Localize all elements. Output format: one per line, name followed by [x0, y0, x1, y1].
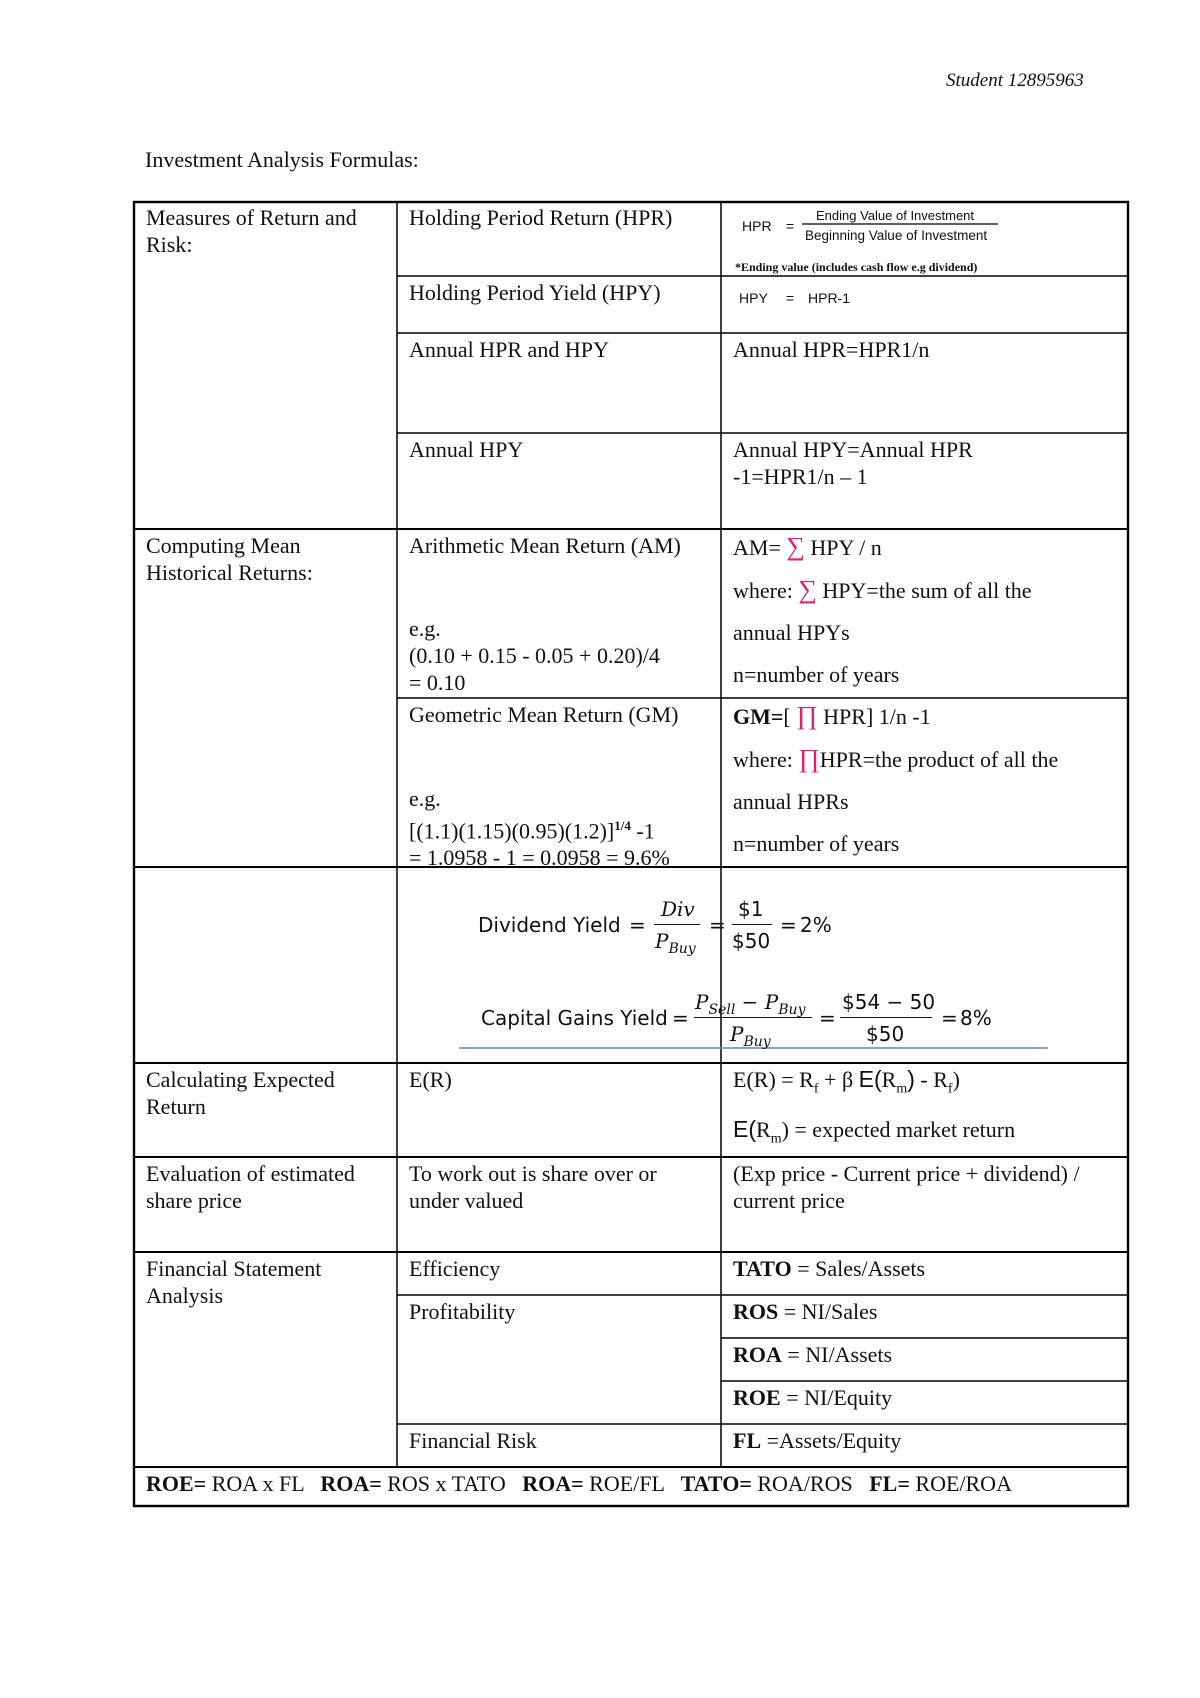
capm-beta: + β — [818, 1067, 859, 1092]
dividend-yield-label: Dividend Yield — [478, 913, 621, 937]
dividend-frac2-denominator: $50 — [732, 929, 771, 953]
capm-formula — [733, 1066, 1123, 1153]
gm-formula-body: HPR] 1/n -1 — [823, 704, 931, 729]
fraction-bar — [840, 1017, 932, 1018]
rm-subscript: m — [770, 1131, 782, 1147]
document-title: Investment Analysis Formulas: — [145, 147, 419, 172]
rf-subscript: f — [947, 1081, 953, 1097]
am-where: where: — [733, 578, 793, 603]
roa-rest: = NI/Assets — [781, 1342, 893, 1367]
summary-value: ROE/FL — [583, 1471, 665, 1496]
p-subscript: Sell — [708, 1002, 736, 1018]
expected-return-label: E(R) — [409, 1067, 452, 1092]
capm-minus-rf: - R — [914, 1067, 948, 1092]
roe-key: ROE — [733, 1385, 781, 1410]
gm-formula-line2 — [733, 738, 1123, 781]
tato-formula — [733, 1255, 1123, 1282]
gm-formula-prefix: GM= — [733, 704, 784, 729]
roa-key: ROA — [733, 1342, 782, 1367]
summary-key: ROE= — [146, 1471, 207, 1496]
gm-where: where: — [733, 747, 793, 772]
tato-key: TATO — [733, 1256, 792, 1281]
section-heading-share-price: Evaluation of estimated share price — [146, 1161, 355, 1213]
dividend-frac-numerator: Div — [661, 897, 695, 921]
capm-lhs: E(R) = R — [733, 1067, 814, 1092]
tato-rest: = Sales/Assets — [791, 1256, 926, 1281]
pi-icon: ∏ — [798, 744, 820, 773]
p-symbol: P — [730, 1022, 744, 1046]
sigma-icon: ∑ — [798, 575, 817, 604]
fraction-bar — [694, 1017, 812, 1018]
equals-symbol: = — [941, 1006, 958, 1030]
capital-gains-denominator — [730, 1022, 771, 1050]
fraction-bar — [732, 924, 772, 925]
roa-formula — [733, 1341, 1123, 1368]
profitability-label: Profitability — [409, 1299, 516, 1324]
section-heading-returns-risk: Measures of Return and Risk: — [146, 205, 357, 257]
summary-value: ROA x FL — [206, 1471, 304, 1496]
gm-formula-bracket: [ — [783, 704, 791, 729]
hpr-label: Holding Period Return (HPR) — [409, 205, 673, 230]
ros-key: ROS — [733, 1299, 779, 1324]
summary-key: ROA= — [320, 1471, 382, 1496]
market-e-open: E( — [733, 1116, 756, 1143]
summary-key: ROA= — [522, 1471, 584, 1496]
hpr-equals: = — [786, 218, 795, 234]
gm-formula-line3: annual HPRs — [733, 789, 849, 814]
fraction-bar — [654, 924, 700, 925]
hpr-note: *Ending value (includes cash flow e.g dividend) — [735, 260, 978, 274]
annual-hpr-hpy-label: Annual HPR and HPY — [409, 337, 609, 362]
gm-example-tail: -1 — [636, 818, 655, 844]
gm-example-line2: = 1.0958 - 1 = 0.0958 = 9.6% — [409, 845, 670, 871]
summary-value: ROA/ROS — [751, 1471, 853, 1496]
annual-hpr-formula: Annual HPR=HPR1/n — [733, 337, 930, 362]
gm-example — [409, 785, 714, 871]
equals-symbol: = — [709, 913, 726, 937]
pi-icon: ∏ — [796, 701, 818, 730]
efficiency-label: Efficiency — [409, 1256, 501, 1281]
capital-gains-numerator — [695, 990, 805, 1018]
equals-symbol: = — [672, 1006, 689, 1030]
equals-symbol: = — [780, 913, 797, 937]
section-heading-mean-returns: Computing Mean Historical Returns: — [146, 533, 313, 585]
gm-where-body: HPR=the product of all the — [819, 747, 1059, 772]
dividend-frac-denominator — [655, 929, 696, 957]
hpr-denominator: Beginning Value of Investment — [805, 228, 988, 243]
gm-example-line1 — [409, 812, 714, 844]
fl-rest: =Assets/Equity — [761, 1428, 902, 1453]
summary-key: TATO= — [680, 1471, 752, 1496]
financial-risk-label: Financial Risk — [409, 1428, 537, 1453]
gm-example-product: [(1.1)(1.15)(0.95)(1.2)] — [409, 818, 615, 844]
roe-formula — [733, 1384, 1123, 1411]
am-formula-body: HPY / n — [810, 535, 882, 560]
p-subscript: Buy — [778, 1002, 806, 1018]
am-example-label: e.g. — [409, 616, 441, 641]
gm-label: Geometric Mean Return (GM) — [409, 702, 679, 727]
annual-hpy-formula-line1: Annual HPY=Annual HPR — [733, 437, 973, 462]
capm-e-close: ) — [907, 1066, 915, 1092]
summary-value: ROS x TATO — [381, 1471, 506, 1496]
am-formula-prefix: AM= — [733, 535, 781, 560]
section-heading-fsa: Financial Statement Analysis — [146, 1256, 322, 1308]
ros-formula — [733, 1298, 1123, 1325]
fl-formula — [733, 1427, 1123, 1454]
ros-rest: = NI/Sales — [778, 1299, 878, 1324]
student-id: Student 12895963 — [946, 70, 1084, 91]
annual-hpy-label: Annual HPY — [409, 437, 524, 462]
gm-example-exponent: 1/4 — [614, 818, 631, 833]
capital-gains-frac2-numerator: $54 − 50 — [842, 990, 936, 1014]
capm-rm: R — [881, 1067, 897, 1092]
equals-symbol: = — [629, 913, 646, 937]
share-price-formula: (Exp price - Current price + dividend) / current price — [733, 1161, 1080, 1213]
capm-end: ) — [952, 1067, 960, 1092]
p-symbol: P — [655, 929, 669, 953]
p-subscript: Buy — [668, 941, 696, 957]
fl-key: FL — [733, 1428, 762, 1453]
sigma-icon: ∑ — [786, 532, 805, 561]
capm-e-open: E( — [858, 1066, 882, 1092]
gm-formula-line1 — [733, 695, 1123, 738]
p-symbol: P — [695, 990, 709, 1014]
am-where-body: HPY=the sum of all the — [822, 578, 1032, 603]
capital-gains-result: 8% — [960, 1006, 992, 1030]
am-example-line2: = 0.10 — [409, 670, 466, 695]
am-example-line1: (0.10 + 0.15 - 0.05 + 0.20)/4 — [409, 643, 660, 668]
am-formula — [733, 526, 1123, 696]
hpy-rhs: HPR-1 — [808, 290, 851, 306]
capm-formula-line1 — [733, 1066, 1123, 1102]
am-formula-line4: n=number of years — [733, 662, 900, 687]
summary-key: FL= — [869, 1471, 910, 1496]
am-formula-line3: annual HPYs — [733, 620, 850, 645]
p-subscript: Buy — [743, 1034, 771, 1050]
capital-gains-label: Capital Gains Yield — [481, 1006, 668, 1030]
hpr-lhs: HPR — [742, 218, 772, 234]
share-price-label: To work out is share over or under valued — [409, 1161, 657, 1213]
hpy-lhs: HPY — [739, 290, 768, 306]
minus-symbol: − — [741, 990, 759, 1014]
section-heading-expected-return: Calculating Expected Return — [146, 1067, 335, 1119]
am-formula-line2 — [733, 569, 1123, 612]
summary-value: ROE/ROA — [909, 1471, 1012, 1496]
capm-formula-line2 — [733, 1116, 1123, 1152]
am-label: Arithmetic Mean Return (AM) — [409, 533, 681, 558]
p-symbol: P — [764, 990, 779, 1014]
roe-rest: = NI/Equity — [780, 1385, 893, 1410]
rf-subscript: f — [813, 1081, 819, 1097]
capital-gains-frac2-denominator: $50 — [866, 1022, 905, 1046]
market-rm: R — [756, 1117, 771, 1143]
dividend-frac2-numerator: $1 — [738, 897, 764, 921]
am-example — [409, 615, 714, 696]
hpy-label: Holding Period Yield (HPY) — [409, 280, 661, 305]
dividend-yield-result: 2% — [800, 913, 832, 937]
hpr-numerator: Ending Value of Investment — [816, 208, 975, 223]
market-return-text: ) = expected market return — [781, 1117, 1016, 1143]
hpy-equals: = — [786, 290, 795, 306]
rm-subscript: m — [896, 1081, 908, 1097]
equals-symbol: = — [819, 1006, 836, 1030]
annual-hpy-formula — [733, 436, 1118, 490]
gm-formula-line4: n=number of years — [733, 831, 900, 856]
gm-example-label: e.g. — [409, 786, 441, 811]
gm-formula — [733, 695, 1123, 865]
annual-hpy-formula-line2: -1=HPR1/n – 1 — [733, 464, 868, 489]
summary-relations — [146, 1470, 1121, 1497]
am-formula-line1 — [733, 526, 1123, 569]
